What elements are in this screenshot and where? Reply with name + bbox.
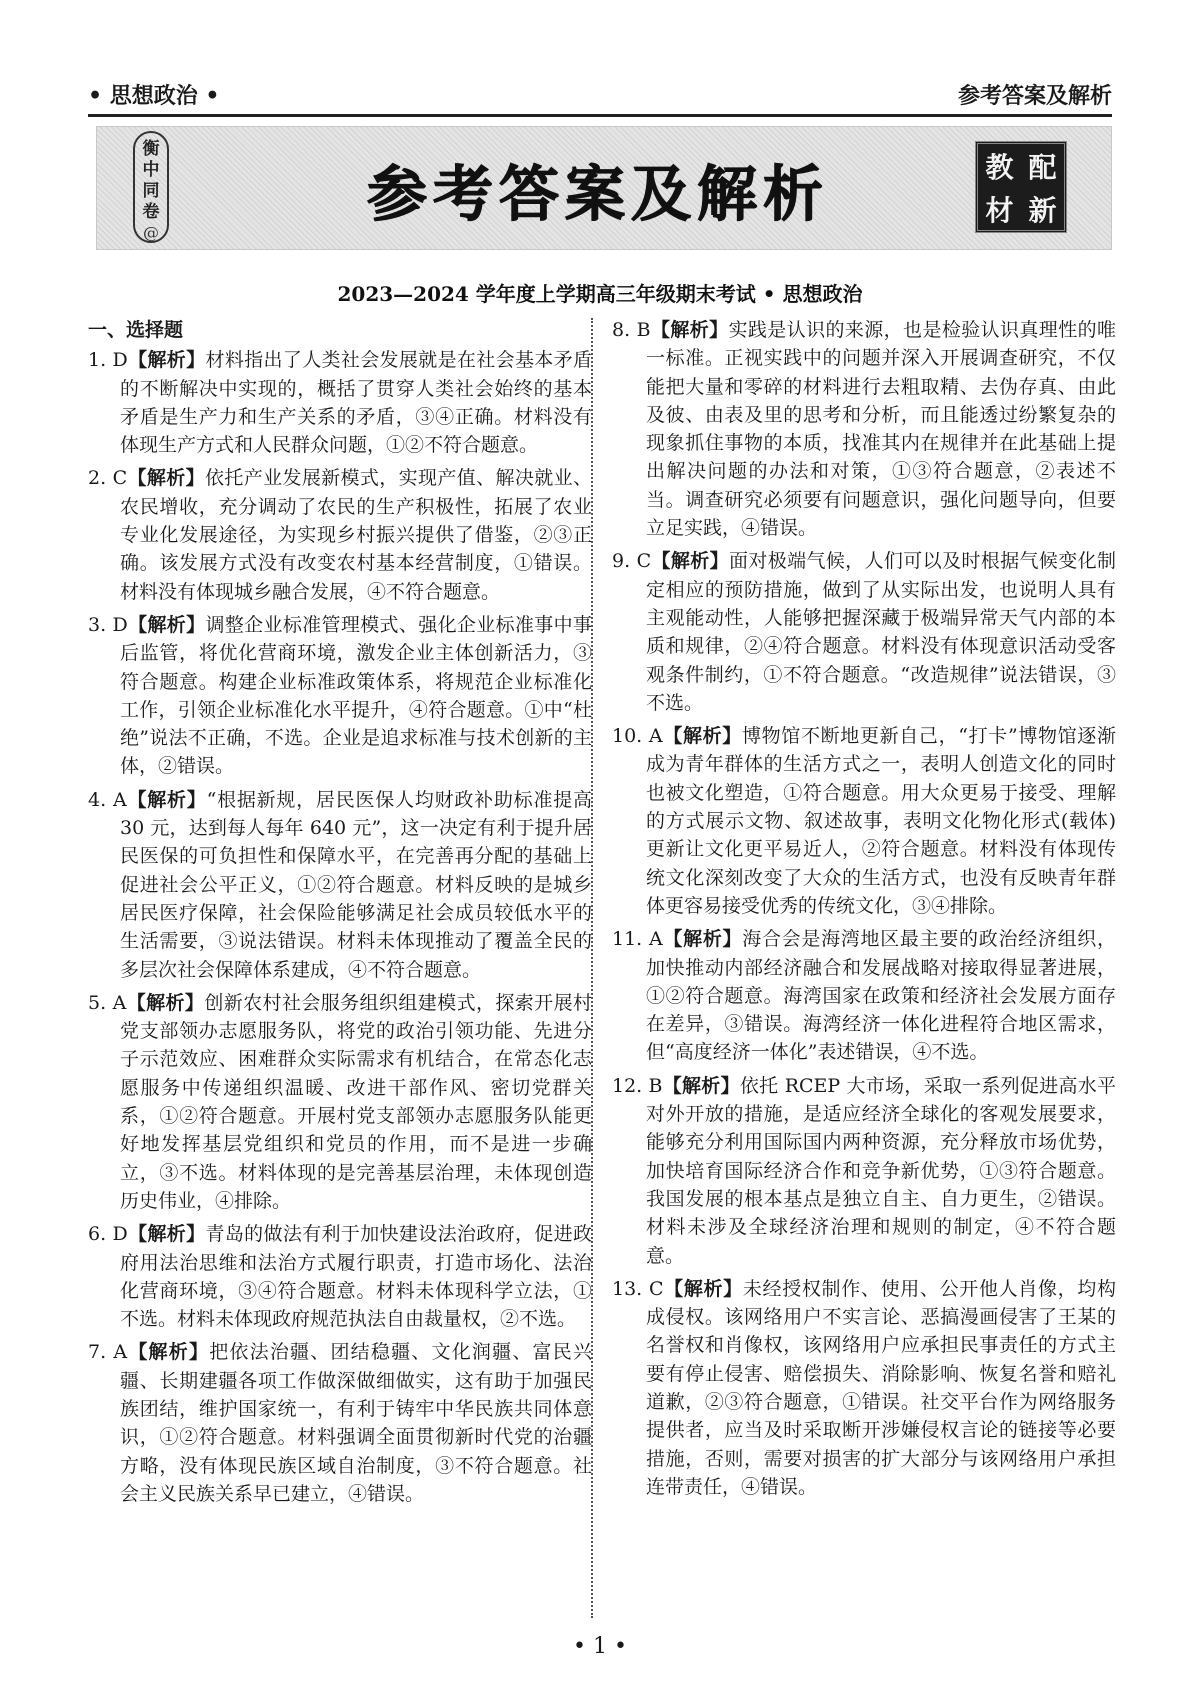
question-number: 3. bbox=[88, 613, 107, 636]
column-divider bbox=[591, 318, 593, 1618]
analysis-tag: 【解析】 bbox=[127, 1341, 210, 1364]
question-number: 7. bbox=[88, 1341, 107, 1364]
question-answer: B bbox=[648, 1074, 663, 1097]
swirl-icon: @ bbox=[143, 223, 159, 242]
seal-char: 卷 bbox=[142, 202, 160, 222]
question-number: 4. bbox=[88, 788, 107, 811]
analysis-tag: 【解析】 bbox=[126, 788, 207, 811]
question-answer: A bbox=[112, 991, 127, 1014]
analysis-tag: 【解析】 bbox=[663, 1277, 743, 1300]
analysis-tag: 【解析】 bbox=[127, 613, 206, 636]
section-heading: 一、选择题 bbox=[88, 319, 184, 341]
question-number: 12. bbox=[612, 1074, 643, 1097]
question-answer: A bbox=[112, 788, 127, 811]
question-number: 10. bbox=[612, 725, 643, 748]
seal-logo bbox=[133, 131, 169, 243]
question-number: 9. bbox=[612, 550, 631, 573]
question-answer: A bbox=[113, 1341, 128, 1364]
question-answer: C bbox=[648, 1277, 664, 1300]
analysis-text: “根据新规，居民医保人均财政补助标准提高 30 元，达到每人每年 640 元”，这一决定有利于提升居民医保的可负担性和保障水平，在完善再分配的基础上促进社会公平正义，①②符合题意。材料反映的是城乡居民医疗保障，社会保险能够满足社会成员较低水平的生活需要，③说法错误。材料未体现推动了覆盖全民的多层次社会保障体系建成，④不符合题意。 bbox=[120, 788, 592, 981]
page-header bbox=[88, 74, 1112, 110]
question-item bbox=[612, 547, 1116, 717]
question-item bbox=[88, 1220, 592, 1333]
header-subject: • 思想政治 • bbox=[88, 83, 220, 109]
question-number: 5. bbox=[88, 991, 107, 1014]
analysis-text: 博物馆不断地更新自己，“打卡”博物馆逐渐成为青年群体的生活方式之一，表明人创造文化的同时也被文化塑造，①符合题意。用大众更易于接受、理解的方式展示文物、叙述故事，表明文化物化形式(载体)更新让文化更平易近人，②符合题意。材料没有体现传统文化深刻改变了大众的生活方式，也没有反映青年群体更容易接受优秀的传统文化，③④排除。 bbox=[646, 725, 1116, 917]
seal-char: 中 bbox=[142, 160, 160, 180]
analysis-tag: 【解析】 bbox=[127, 349, 206, 372]
analysis-text: 依托 RCEP 大市场，采取一系列促进高水平对外开放的措施，是适应经济全球化的客观发展要求，能够充分利用国际国内两种资源，充分释放市场优势，加快培育国际经济合作和竞争新优势，①③符合题意。我国发展的根本基点是独立自主、自力更生，②错误。材料未涉及全球经济治理和规则的制定，④不符合题意。 bbox=[646, 1074, 1116, 1267]
title-banner bbox=[96, 126, 1112, 250]
page-number: • 1 • bbox=[573, 1634, 627, 1659]
question-number: 2. bbox=[88, 467, 107, 490]
left-column bbox=[88, 316, 592, 1513]
question-item bbox=[612, 1275, 1116, 1501]
question-item bbox=[88, 464, 592, 605]
analysis-text: 创新农村社会服务组织组建模式，探索开展村党支部领办志愿服务队，将党的政治引领功能、先进分子示范效应、困难群众实际需求有机结合，在常态化志愿服务中传递组织温暖、改进干部作风、密切党群关系，①②符合题意。开展村党支部领办志愿服务队能更好地发挥基层党组织和党员的作用，而不是进一步确立，③不选。材料体现的是完善基层治理，未体现创造历史伟业，④排除。 bbox=[120, 991, 592, 1212]
analysis-tag: 【解析】 bbox=[662, 928, 743, 951]
question-item bbox=[88, 611, 592, 781]
analysis-text: 实践是认识的来源，也是检验认识真理性的唯一标准。正视实践中的问题并深入开展调查研究，不仅能把大量和零碎的材料进行去粗取精、去伪存真、由此及彼、由表及里的思考和分析，而且能透过纷繁复杂的现象抓住事物的本质，找准其内在规律并在此基础上提出解决问题的办法和对策，①③符合题意，②表述不当。调查研究必须要有问题意识，强化问题导向，但要立足实践，④错误。 bbox=[646, 319, 1116, 540]
question-number: 1. bbox=[88, 349, 107, 372]
analysis-text: 未经授权制作、使用、公开他人肖像，均构成侵权。该网络用户不实言论、恶搞漫画侵害了王某的名誉权和肖像权，该网络用户应承担民事责任的方式主要有停止侵害、赔偿损失、消除影响、恢复名誉和赔礼道歉，②③符合题意，①错误。社交平台作为网络服务提供者，应当及时采取断开涉嫌侵权言论的链接等必要措施，否则，需要对损害的扩大部分与该网络用户承担连带责任，④错误。 bbox=[646, 1277, 1116, 1498]
stamp-char: 材 bbox=[985, 193, 1014, 227]
analysis-text: 面对极端气候，人们可以及时根据气候变化制定相应的预防措施，做到了从实际出发，也说明人具有主观能动性，人能够把握深藏于极端异常天气内部的本质和规律，②④符合题意。材料没有体现意识活动受客观条件制约，①不符合题意。“改造规律”说法错误，③不选。 bbox=[646, 550, 1116, 714]
header-section: 参考答案及解析 bbox=[957, 83, 1112, 109]
analysis-text: 海合会是海湾地区最主要的政治经济组织，加快推动内部经济融合和发展战略对接取得显著进展，①②符合题意。海湾国家在政策和经济社会发展方面存在差异，③错误。海湾经济一体化进程符合地区需求，但“高度经济一体化”表述错误，④不选。 bbox=[646, 928, 1116, 1064]
question-answer: C bbox=[112, 467, 128, 490]
question-answer: C bbox=[636, 550, 652, 573]
stamp-char: 配 bbox=[1028, 150, 1057, 184]
analysis-tag: 【解析】 bbox=[662, 1074, 740, 1097]
analysis-tag: 【解析】 bbox=[127, 1223, 206, 1246]
question-number: 13. bbox=[612, 1277, 643, 1300]
question-item bbox=[88, 1338, 592, 1508]
analysis-tag: 【解析】 bbox=[650, 319, 729, 341]
question-item bbox=[88, 346, 592, 459]
analysis-tag: 【解析】 bbox=[651, 550, 729, 573]
right-column bbox=[612, 316, 1116, 1506]
analysis-text: 材料指出了人类社会发展就是在社会基本矛盾的不断解决中实现的，概括了贯穿人类社会始终的基本矛盾是生产力和生产关系的矛盾，③④正确。材料没有体现生产方式和人民群众问题，①②不符合题意。 bbox=[120, 349, 592, 457]
question-answer: A bbox=[648, 725, 663, 748]
question-item bbox=[612, 925, 1116, 1066]
analysis-text: 青岛的做法有利于加快建设法治政府，促进政府用法治思维和法治方式履行职责，打造市场化、法治化营商环境，③④符合题意。材料未体现科学立法，①不选。材料未体现政府规范执法自由裁量权，②不选。 bbox=[120, 1223, 592, 1331]
banner-title: 参考答案及解析 bbox=[367, 160, 829, 230]
analysis-tag: 【解析】 bbox=[126, 991, 205, 1014]
doc-title: 2023—2024 学年度上学期高三年级期末考试 • 思想政治 bbox=[337, 282, 863, 306]
stamp-logo bbox=[975, 141, 1067, 233]
question-number: 6. bbox=[88, 1223, 107, 1246]
question-answer: D bbox=[112, 349, 128, 372]
question-item bbox=[88, 989, 592, 1215]
question-answer: D bbox=[112, 1223, 128, 1246]
analysis-tag: 【解析】 bbox=[662, 725, 742, 748]
seal-char: 同 bbox=[142, 181, 160, 201]
question-number: 8. bbox=[612, 319, 631, 341]
question-item bbox=[612, 1072, 1116, 1270]
analysis-tag: 【解析】 bbox=[127, 467, 205, 490]
question-item bbox=[612, 316, 1116, 542]
question-number: 11. bbox=[612, 928, 643, 951]
question-answer: B bbox=[636, 319, 651, 341]
analysis-text: 依托产业发展新模式，实现产值、解决就业、农民增收，充分调动了农民的生产积极性，拓展了农业专业化发展途径，为实现乡村振兴提供了借鉴，②③正确。该发展方式没有改变农村基本经营制度，①错误。材料没有体现城乡融合发展，④不符合题意。 bbox=[120, 467, 592, 603]
question-answer: A bbox=[648, 928, 663, 951]
seal-char: 衡 bbox=[142, 139, 160, 159]
question-item bbox=[88, 786, 592, 984]
analysis-text: 把依法治疆、团结稳疆、文化润疆、富民兴疆、长期建疆各项工作做深做细做实，这有助于加强民族团结，维护国家统一，有利于铸牢中华民族共同体意识，①②符合题意。材料强调全面贯彻新时代党的治疆方略，没有体现民族区域自治制度，③不符合题意。社会主义民族关系早已建立，④错误。 bbox=[120, 1341, 592, 1505]
stamp-char: 新 bbox=[1028, 193, 1057, 227]
header-rule bbox=[88, 114, 1112, 117]
analysis-text: 调整企业标准管理模式、强化企业标准事中事后监管，将优化营商环境，激发企业主体创新活力，③符合题意。构建企业标准政策体系，将规范企业标准化工作，引领企业标准化水平提升，④符合题意。①中“杜绝”说法不正确，不选。企业是追求标准与技术创新的主体，②错误。 bbox=[120, 613, 592, 778]
question-item bbox=[612, 722, 1116, 920]
stamp-char: 教 bbox=[985, 150, 1014, 184]
question-answer: D bbox=[112, 613, 128, 636]
